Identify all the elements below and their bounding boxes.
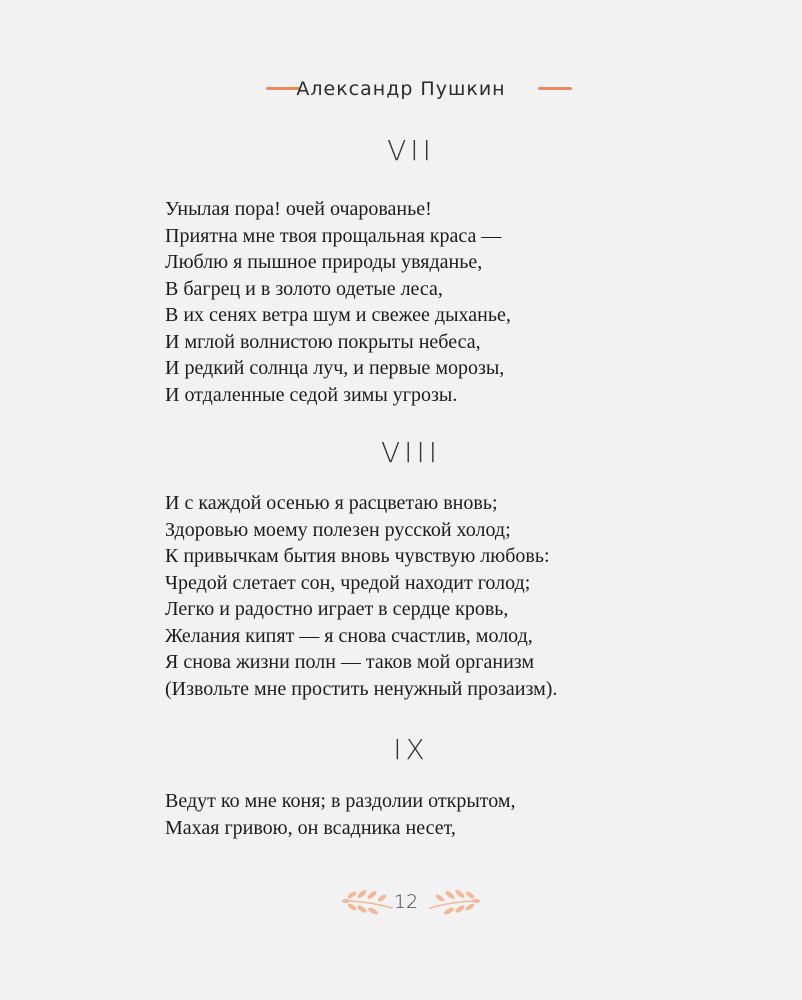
stanza-numeral-viii: VIII [381, 436, 441, 469]
verse-line: К привычкам бытия вновь чувствую любовь: [165, 545, 550, 567]
verse-line: Я снова жизни полн — таков мой организм [165, 651, 535, 673]
stanza-viii [165, 490, 557, 702]
verse-line: И редкий солнца луч, и первые морозы, [165, 357, 505, 379]
verse-line: И отдаленные седой зимы угрозы. [165, 383, 458, 406]
stanza-vii [165, 196, 511, 408]
verse-line: Приятна мне твоя прощальная краса — [165, 224, 502, 247]
verse-line: Чредой слетает сон, чредой находит голод; [165, 571, 531, 594]
stanza-numeral-vii: VII [387, 134, 435, 167]
header-dash-right [538, 87, 572, 90]
verse-line: И с каждой осенью я расцветаю вновь; [165, 492, 498, 514]
verse-line: В багрец и в золото одетые леса, [165, 277, 443, 300]
verse-line: Желания кипят — я снова счастлив, молод, [165, 624, 533, 647]
verse-line: Унылая пора! очей очарованье! [165, 198, 432, 220]
author-name: Александр Пушкин [296, 78, 506, 100]
page-number: 12 [393, 891, 419, 913]
verse-line: В их сенях ветра шум и свежее дыханье, [165, 304, 511, 326]
verse-line: Люблю я пышное природы увяданье, [165, 251, 483, 273]
verse-line: Махая гривою, он всадника несет, [165, 816, 456, 839]
verse-line: Легко и радостно играет в сердце кровь, [165, 598, 509, 620]
verse-line: Здоровью моему полезен русской холод; [165, 518, 511, 541]
verse-line: Ведут ко мне коня; в раздолии открытом, [165, 790, 516, 812]
page-footer [0, 882, 802, 922]
verse-line: (Извольте мне простить ненужный прозаизм). [165, 677, 558, 700]
verse-line: И мглой волнистою покрыты небеса, [165, 330, 481, 353]
stanza-ix [165, 788, 516, 841]
stanza-numeral-ix: IX [393, 733, 429, 766]
laurel-right-icon [426, 884, 482, 918]
running-header [0, 74, 802, 104]
